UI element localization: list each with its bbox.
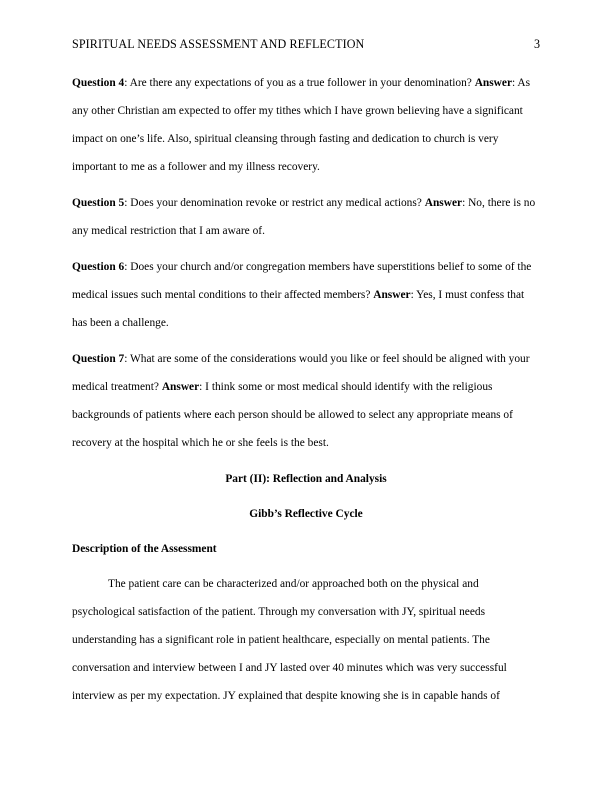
question-7-paragraph [72,345,540,457]
document-body [72,69,540,718]
question-4-paragraph [72,69,540,181]
answer-label: Answer [161,381,200,393]
question-6-paragraph [72,253,540,337]
question-text: : What are some of the considerations would you like or feel should be aligned with your medical treatment? [72,353,530,393]
question-text: : Are there any expectations of you as a true follower in your denomination? [124,77,475,89]
answer-text: : No, there is no any medical restriction that I am aware of. [72,197,536,237]
answer-label: Answer [474,77,513,89]
answer-label: Answer [373,289,411,301]
section-heading: Part (II): Reflection and Analysis [225,473,387,485]
question-label: Question 5 [72,197,125,209]
question-5-paragraph [72,189,540,245]
answer-text: : I think some or most medical should identify with the religious backgrounds of patients where each person should be allowed to select any appropriate means of recovery at the hospital which he or she feels is the best. [72,381,513,449]
subsection-heading: Gibb’s Reflective Cycle [249,508,363,520]
answer-label: Answer [424,197,463,209]
question-text: : Does your denomination revoke or restrict any medical actions? [124,197,425,209]
description-paragraph: The patient care can be characterized and/or approached both on the physical and psychological satisfaction of the patient. Through my conversation with JY, spiritual needs understanding has a significant role in patient healthcare, especially on mental patients. The conversation and interview between I and JY lasted over 40 minutes which was very successful interview as per my expectation. JY explained that despite knowing she is in capable hands of [72,578,507,702]
running-header [72,36,540,52]
answer-text: : Yes, I must confess that has been a challenge. [72,289,525,329]
running-title: SPIRITUAL NEEDS ASSESSMENT AND REFLECTION [72,37,365,51]
question-label: Question 6 [72,261,125,273]
question-label: Question 4 [72,77,125,89]
description-heading: Description of the Assessment [72,543,217,555]
page-number: 3 [533,37,540,51]
question-text: : Does your church and/or congregation members have superstitions belief to some of the medical issues such mental conditions to their affected members? [72,261,532,301]
answer-text: : As any other Christian am expected to offer my tithes which I have grown believing have a significant impact on one’s life. Also, spiritual cleansing through fasting and dedication to church is very important to me as a follower and my illness recovery. [72,77,531,173]
question-label: Question 7 [72,353,125,365]
